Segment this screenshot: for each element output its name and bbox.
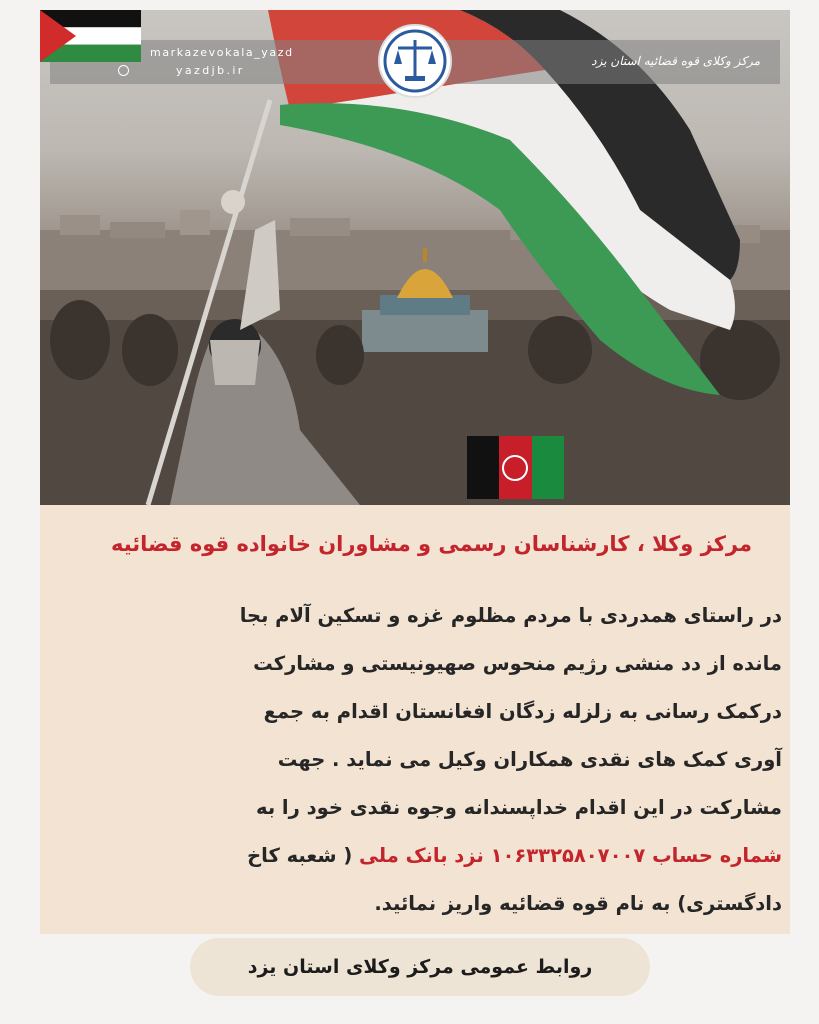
body-line: در راستای همدردی با مردم مظلوم غزه و تسکین آلام بجا	[239, 604, 782, 627]
afghanistan-flag	[467, 436, 564, 499]
instagram-handle[interactable]: markazevokala_yazd	[150, 46, 294, 59]
af-red-band	[499, 436, 531, 499]
org-name: مرکز وکلای قوه قضائیه استان یزد	[591, 54, 760, 68]
palestine-flag	[40, 10, 141, 62]
announcement-body	[118, 592, 782, 928]
af-emblem-icon	[502, 455, 528, 481]
scales-icon	[380, 26, 450, 96]
footer-credit: روابط عمومی مرکز وکلای استان یزد	[190, 938, 650, 996]
body-line-account	[118, 832, 782, 880]
af-black-band	[467, 436, 499, 499]
branch-text: ( شعبه کاخ	[247, 844, 360, 867]
body-line: درکمک رسانی به زلزله زدگان افغانستان اقدام به جمع	[263, 700, 782, 723]
body-line: مانده از دد منشی رژیم منحوس صهیونیستی و مشارکت	[253, 652, 782, 675]
post-card	[40, 10, 790, 934]
account-number-text: شماره حساب ۱۰۶۳۳۲۵۸۰۷۰۰۷ نزد بانک ملی	[359, 844, 782, 867]
judiciary-logo	[378, 24, 452, 98]
website-link[interactable]: yazdjb.ir	[176, 64, 245, 77]
body-line: مشارکت در این اقدام خداپسندانه وجوه نقدی خود را به	[256, 796, 782, 819]
hero-image	[40, 10, 790, 505]
globe-icon[interactable]	[118, 65, 129, 76]
body-line: آوری کمک های نقدی همکاران وکیل می نماید . جهت	[277, 748, 782, 771]
body-line: دادگستری) به نام قوه قضائیه واریز نمائید.	[374, 892, 782, 915]
headline: مرکز وکلا ، کارشناسان رسمی و مشاوران خانواده قوه قضائیه	[110, 532, 752, 556]
af-green-band	[532, 436, 564, 499]
